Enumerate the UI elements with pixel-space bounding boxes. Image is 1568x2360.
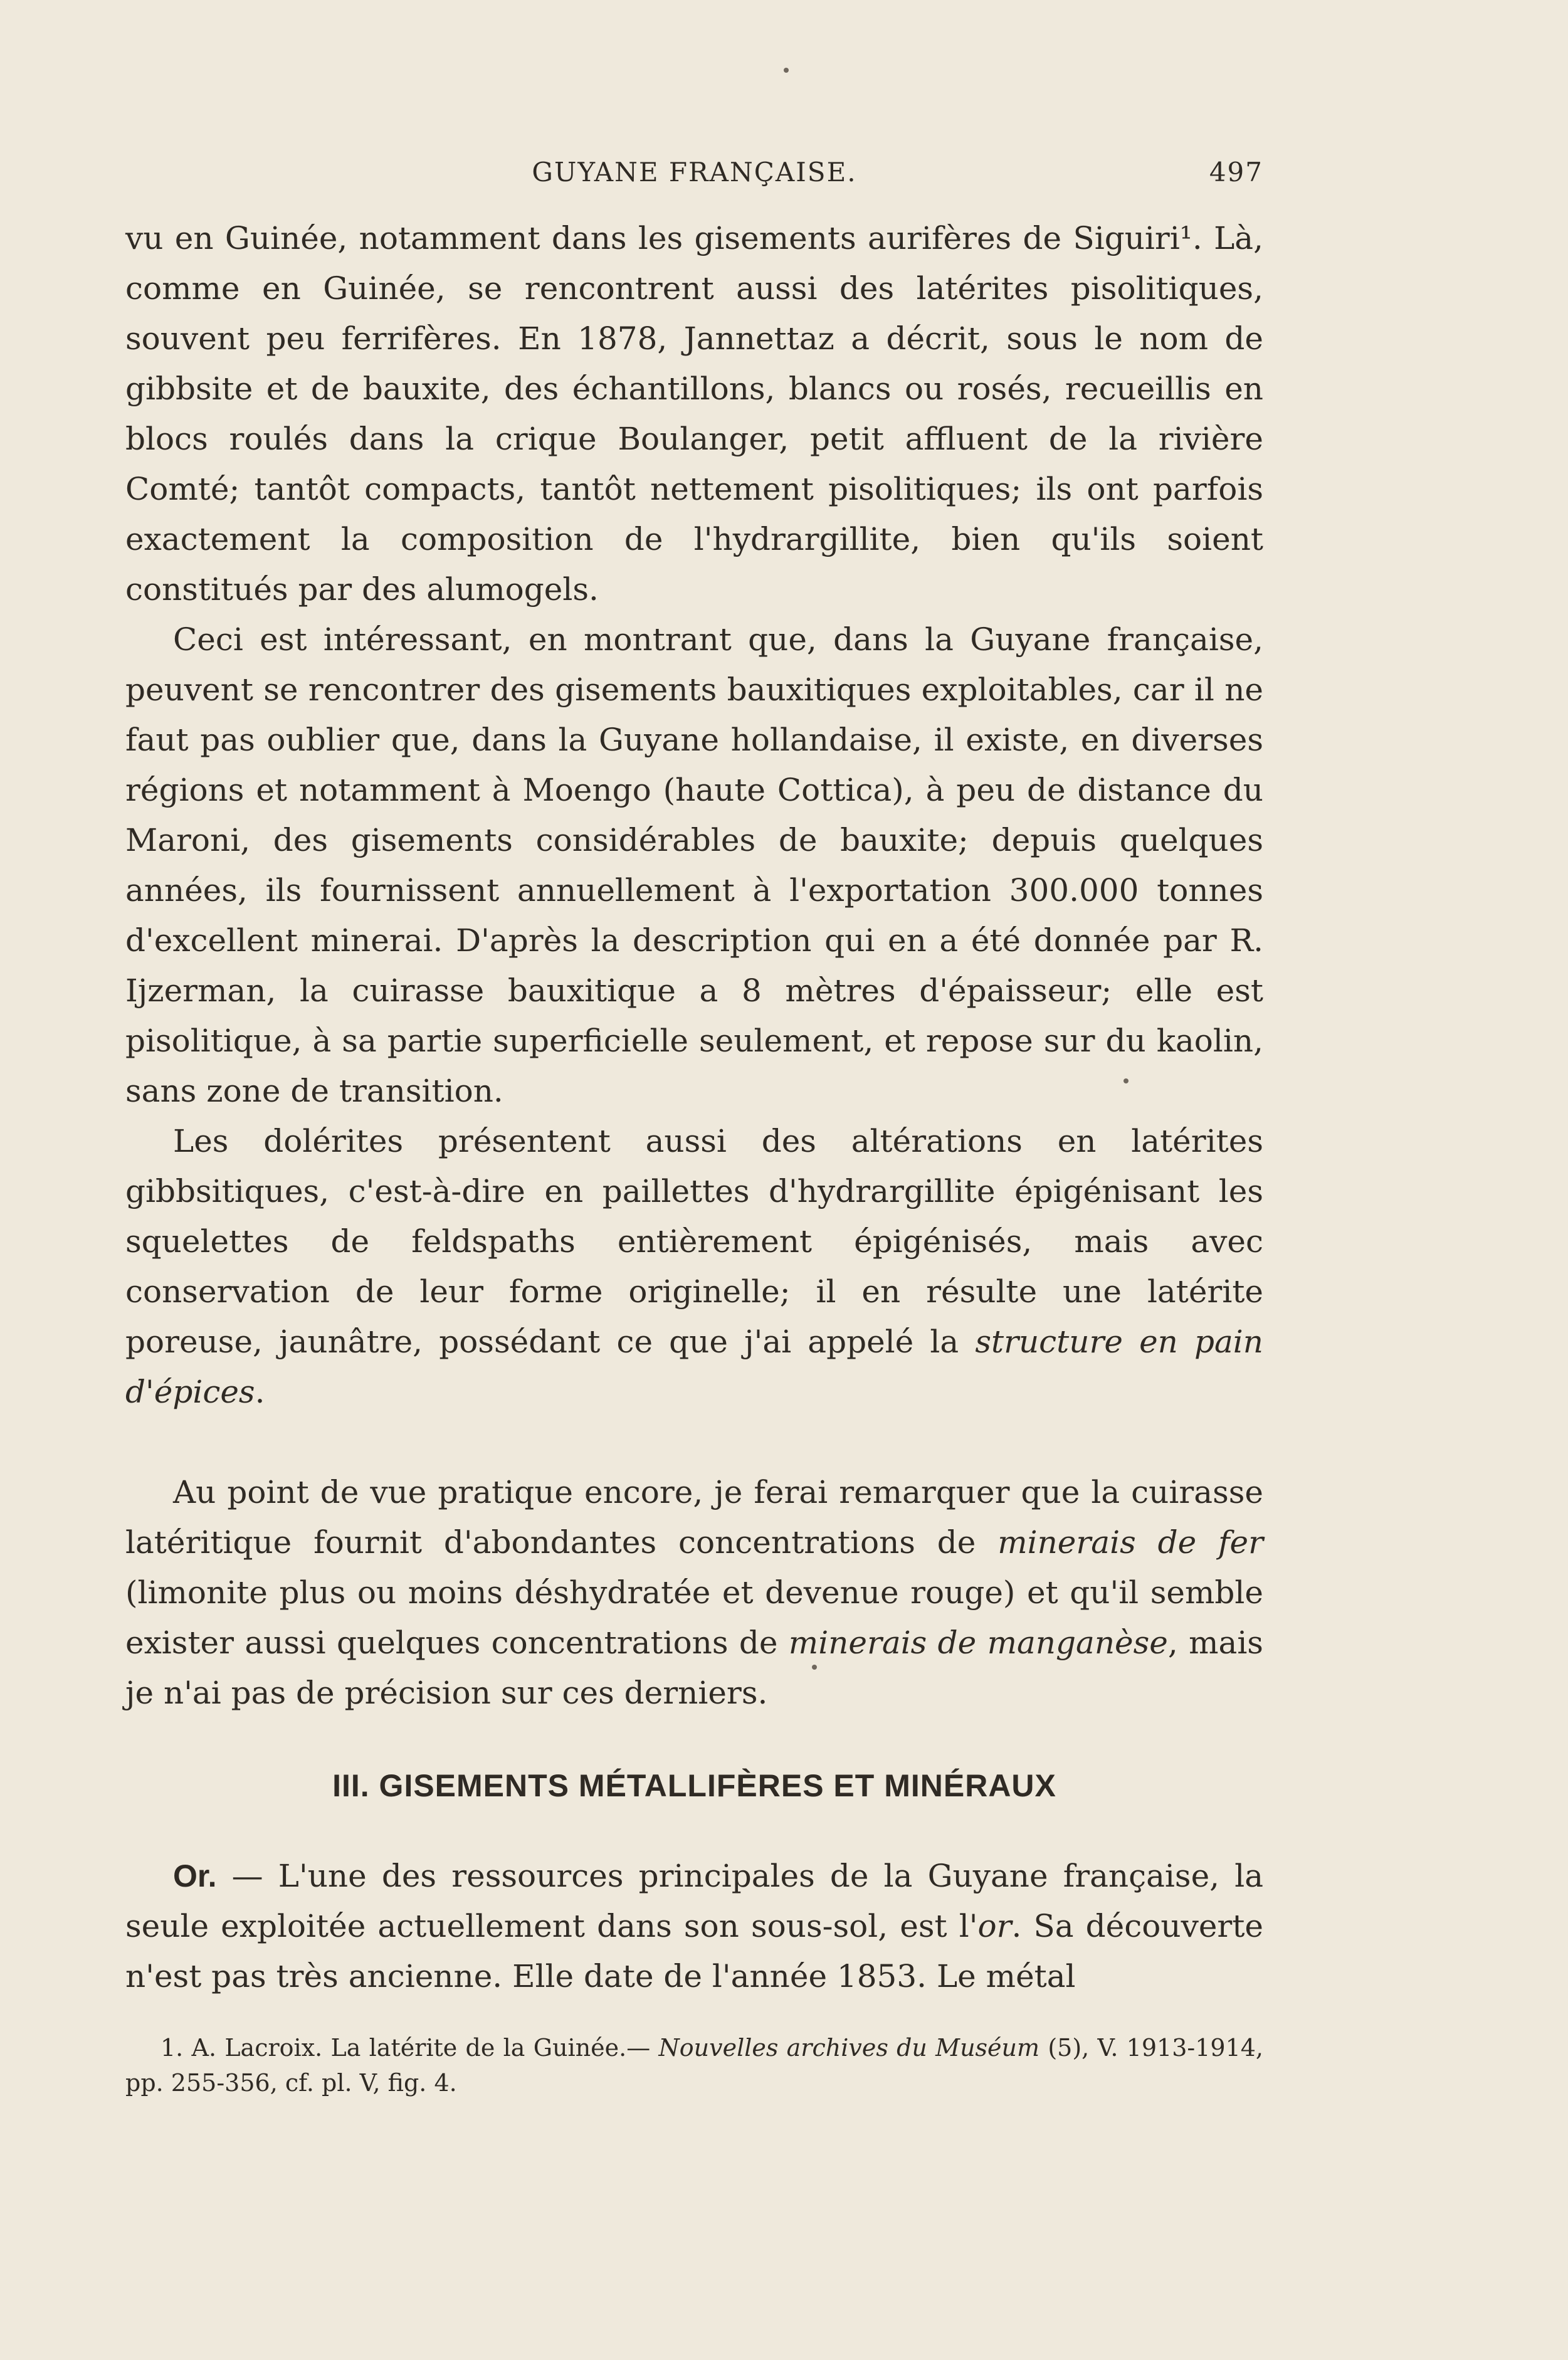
paragraph-4-part1: Au point de vue pratique encore, je ferai remarquer que la cuirasse latéritique fournit d'abondantes concentrations de — [125, 1474, 1263, 1561]
paragraph-3-italic: structure en pain d'épices — [125, 1324, 1264, 1410]
paper-speck — [812, 1665, 817, 1670]
footnote — [125, 2030, 1263, 2100]
page-number: 497 — [1209, 157, 1263, 187]
footnote-part1: 1. A. Lacroix. La latérite de la Guinée.— — [160, 2034, 659, 2062]
footnote-part2: (5), V. 1913-1914, pp. 255-356, cf. pl. V, fig. 4. — [125, 2034, 1263, 2097]
paragraph-1: vu en Guinée, notamment dans les gisements aurifères de Siguiri¹. Là, comme en Guinée, se rencontrent aussi des latérites pisolitiques, souvent peu ferrifères. En 1878, Jannettaz a décrit, sous le nom de gibbsite et de bauxite, des échantillons, blancs ou rosés, recueillis en blocs roulés dans la crique Boulanger, petit affluent de la rivière Comté; tantôt compacts, tantôt nettement pisolitiques; ils ont parfois exactement la composition de l'hydrargillite, bien qu'ils soient constitués par des alumogels. — [125, 220, 1263, 608]
body-text — [125, 213, 1263, 1718]
or-heading: Or. — [173, 1858, 217, 1894]
or-paragraph-part2: . Sa découverte n'est pas très ancienne. Elle date de l'année 1853. Le métal — [125, 1908, 1264, 1994]
paragraph-4-part3: , mais je n'ai pas de précision sur ces derniers. — [125, 1625, 1263, 1711]
section-title: III. GISEMENTS MÉTALLIFÈRES ET MINÉRAUX — [332, 1768, 1056, 1803]
footnote-italic: Nouvelles archives du Muséum — [658, 2034, 1040, 2062]
paragraph-4 — [125, 1467, 1263, 1718]
paragraph-2: Ceci est intéressant, en montrant que, dans la Guyane française, peuvent se rencontrer des gisements bauxitiques exploitables, car il ne faut pas oublier que, dans la Guyane hollandaise, il existe, en diverses régions et notamment à Moengo (haute Cottica), à peu de distance du Maroni, des gisements considérables de bauxite; depuis quelques années, ils fournissent annuellement à l'exportation 300.000 tonnes d'excellent minerai. D'après la description qui en a été donnée par R. Ijzerman, la cuirasse bauxitique a 8 mètres d'épaisseur; elle est pisolitique, à sa partie superficielle seulement, et repose sur du kaolin, sans zone de transition. — [125, 621, 1263, 1109]
or-section — [125, 1851, 1263, 2001]
paragraph-4-part2: (limonite plus ou moins déshydratée et devenue rouge) et qu'il semble exister aussi quelques concentrations de — [125, 1574, 1263, 1661]
paragraph-3-text: Les dolérites présentent aussi des altérations en latérites gibbsitiques, c'est-à-dire en paillettes d'hydrargillite épigénisant les squelettes de feldspaths entièrement épigénisés, mais avec conservation de leur forme originelle; il en résulte une latérite poreuse, jaunâtre, possédant ce que j'ai appelé la — [125, 1123, 1263, 1360]
paragraph-4-italic2: minerais de manganèse — [788, 1625, 1168, 1661]
running-header — [125, 157, 1263, 194]
paper-speck — [1123, 1078, 1129, 1083]
footnote-1 — [125, 2030, 1263, 2100]
paragraph-4-italic1: minerais de fer — [997, 1524, 1263, 1561]
or-paragraph-part1: — L'une des ressources principales de la Guyane française, la seule exploitée actuellement dans son sous-sol, est l' — [125, 1858, 1263, 1944]
or-paragraph-italic: or — [977, 1908, 1012, 1944]
paper-speck — [784, 68, 789, 73]
paragraph-3 — [125, 1116, 1263, 1417]
or-paragraph — [125, 1851, 1263, 2001]
paragraph-3-end: . — [255, 1374, 265, 1410]
running-title: GUYANE FRANÇAISE. — [532, 157, 857, 187]
